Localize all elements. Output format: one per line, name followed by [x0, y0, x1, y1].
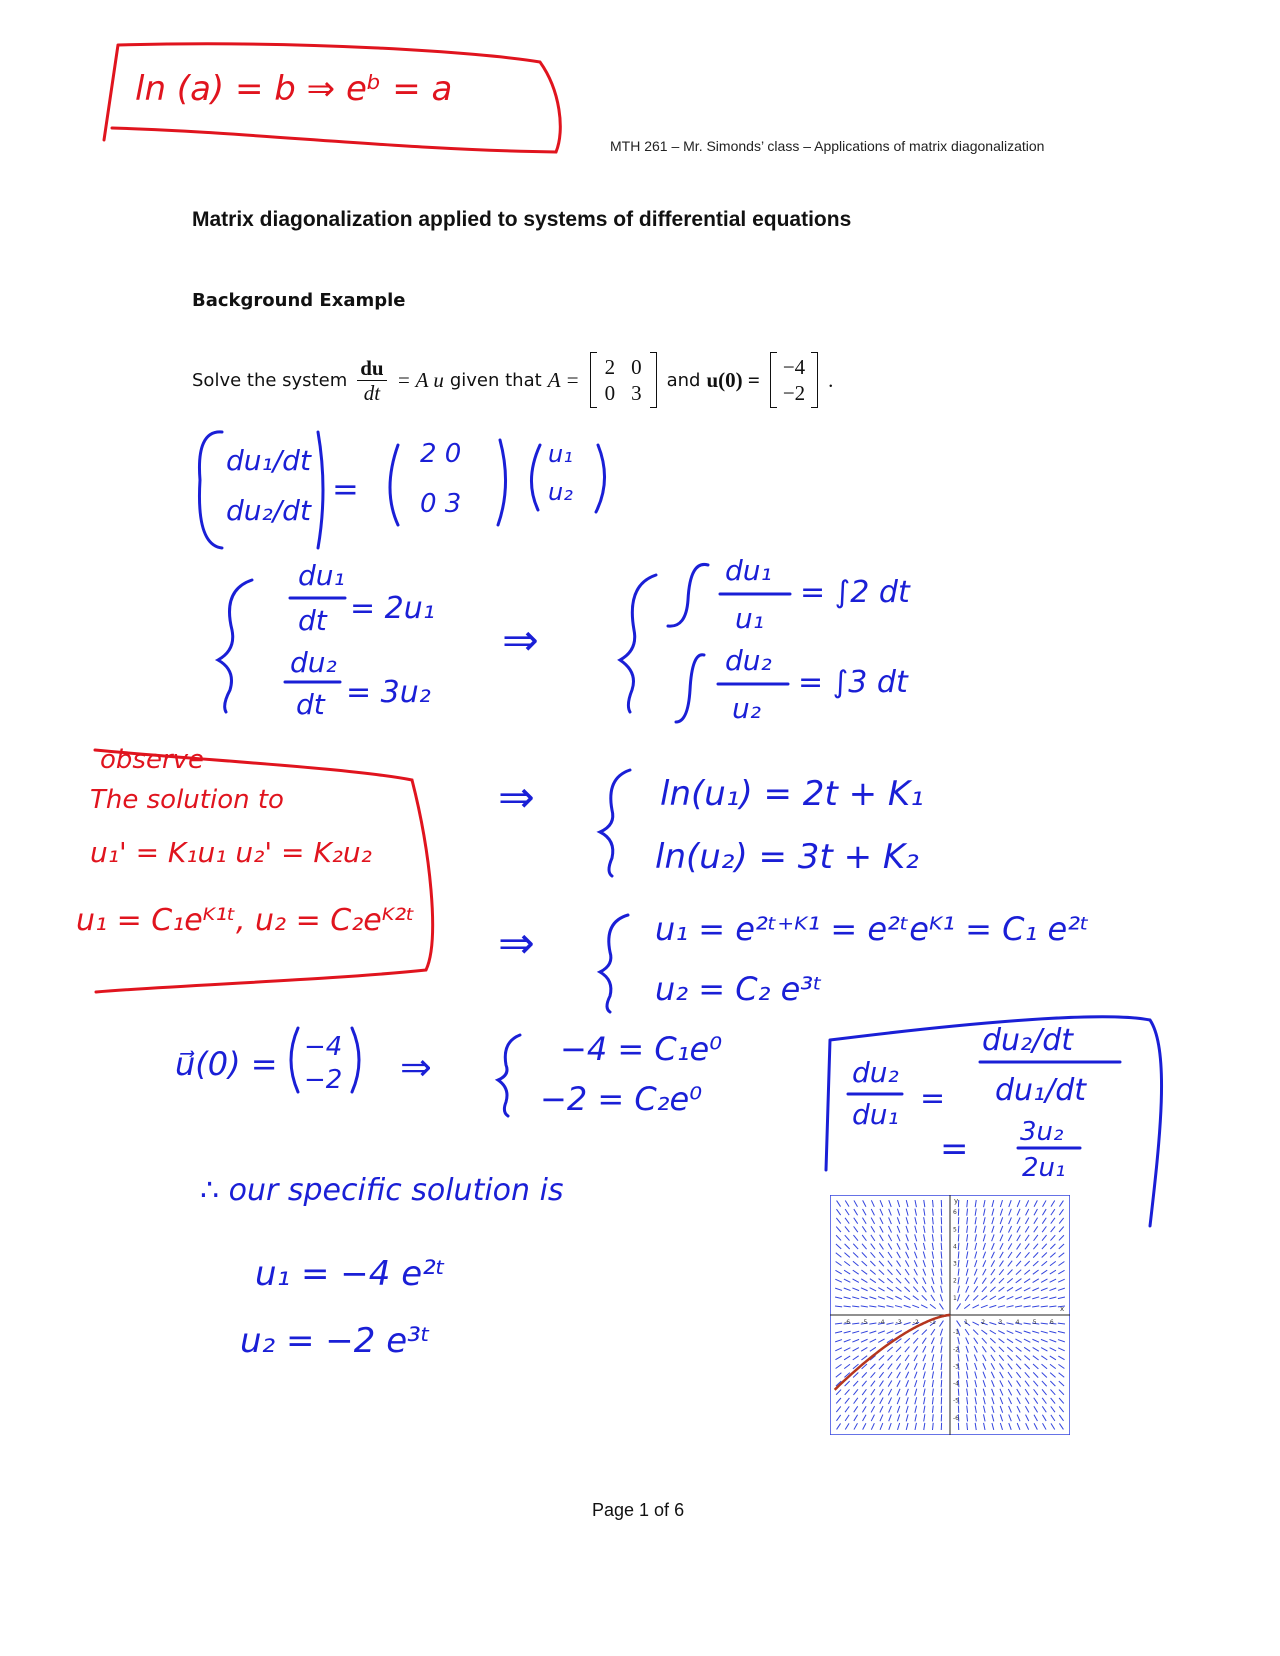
observe-line3: u₁' = K₁u₁ u₂' = K₂u₂	[90, 836, 372, 869]
slope-equals-1: =	[920, 1081, 946, 1116]
matrix-eq-a-row2: 0 3	[420, 489, 462, 519]
init-line2: −2 = C₂e⁰	[540, 1080, 703, 1118]
paren-init-right	[352, 1028, 359, 1092]
matrix-a-cell: 3	[631, 381, 642, 405]
sys1-line2-den: dt	[296, 688, 325, 721]
matrix-eq-lhs-2: du₂/dt	[226, 494, 311, 527]
slope-lhs-den: du₁	[852, 1098, 899, 1131]
brace-init	[498, 1035, 520, 1116]
x-tick-label: 5	[1032, 1319, 1037, 1326]
field-arrow	[941, 1380, 942, 1387]
brace-exp	[600, 915, 628, 1012]
period: .	[828, 367, 834, 392]
solution-u1: u₁ = −4 e²ᵗ	[255, 1254, 446, 1294]
int2-num: du₂	[725, 644, 772, 677]
matrix-eq-lhs-1: du₁/dt	[226, 444, 311, 477]
slope-field-plot	[830, 1195, 1070, 1435]
ln-line1: ln(u₁) = 2t + K₁	[660, 774, 924, 814]
observe-line1: observe	[100, 745, 205, 775]
x-tick-label: 6	[1049, 1319, 1054, 1326]
int1-rhs: = ∫2 dt	[800, 575, 910, 610]
int1-den: u₁	[735, 602, 764, 635]
int2-den: u₂	[732, 692, 761, 725]
observe-line4: u₁ = C₁eᴷ¹ᵗ, u₂ = C₂eᴷ²ᵗ	[76, 903, 415, 938]
u0-label: u(0) =	[706, 367, 760, 392]
y-tick-label: -5	[953, 1397, 959, 1405]
y-tick-label: 4	[953, 1243, 957, 1251]
y-tick-label: -2	[953, 1346, 959, 1354]
vector-u0-cell: −2	[782, 381, 806, 405]
x-tick-label: -4	[878, 1319, 885, 1326]
y-tick-label: 6	[953, 1209, 957, 1217]
x-tick-label: -2	[912, 1319, 919, 1326]
paren-u-right	[596, 445, 605, 512]
and-word: and	[666, 369, 701, 391]
int2-rhs: = ∫3 dt	[798, 665, 908, 700]
given-that: given that	[449, 369, 542, 391]
init-line1: −4 = C₁e⁰	[560, 1030, 723, 1068]
implies-arrow-1: ⇒	[502, 615, 539, 666]
y-tick-label: 1	[953, 1294, 957, 1302]
y-tick-label: -3	[953, 1363, 959, 1371]
integral-sign-2	[676, 655, 704, 722]
implies-arrow-4: ⇒	[400, 1045, 432, 1089]
brace-system1	[218, 580, 252, 712]
du-numerator: du	[357, 356, 386, 381]
paren-left	[199, 432, 222, 548]
matrix-a-cell: 0	[631, 355, 642, 379]
section-subtitle: Background Example	[192, 290, 406, 311]
init-vec-2: −2	[304, 1065, 343, 1095]
slope-rhs-den: 2u₁	[1022, 1153, 1066, 1183]
top-note: ln (a) = b ⇒ eᵇ = a	[135, 69, 453, 109]
slope-mid-num: du₂/dt	[982, 1023, 1073, 1058]
rhs-au: = A u	[396, 367, 444, 392]
exp-line2: u₂ = C₂ e³ᵗ	[655, 970, 823, 1008]
sys1-line1-den: dt	[298, 604, 327, 637]
matrix-eq-u2: u₂	[548, 478, 573, 506]
page-title: Matrix diagonalization applied to systems of differential equations	[192, 208, 852, 231]
int1-num: du₁	[725, 554, 772, 587]
brace-integrals	[620, 575, 656, 712]
field-arrow	[958, 1234, 959, 1241]
dt-denominator: dt	[363, 380, 381, 405]
sys1-line2-num: du₂	[290, 646, 337, 679]
slope-mid-den: du₁/dt	[995, 1073, 1086, 1108]
therefore-line: ∴ our specific solution is	[200, 1173, 564, 1208]
matrix-eq-equals: =	[332, 470, 359, 508]
sys1-line1-rhs: = 2u₁	[350, 591, 435, 626]
implies-arrow-2: ⇒	[498, 772, 535, 823]
init-lhs: u⃗(0) =	[175, 1045, 278, 1083]
paren-right	[318, 432, 323, 548]
slope-equals-2: =	[940, 1129, 969, 1169]
y-tick-label: -6	[953, 1414, 959, 1422]
y-axis-label: y	[954, 1197, 959, 1205]
field-arrow	[941, 1251, 942, 1258]
x-tick-label: -6	[844, 1319, 851, 1326]
observe-line2: The solution to	[90, 785, 284, 815]
init-vec-1: −4	[304, 1032, 343, 1062]
exp-line1: u₁ = e²ᵗ⁺ᴷ¹ = e²ᵗeᴷ¹ = C₁ e²ᵗ	[655, 910, 1090, 948]
sys1-line1-num: du₁	[298, 559, 345, 592]
bracket-a-right	[498, 440, 506, 525]
x-tick-label: 4	[1015, 1319, 1020, 1326]
slope-rhs-num: 3u₂	[1020, 1117, 1064, 1147]
matrix-a-cell: 0	[604, 381, 616, 405]
implies-arrow-3: ⇒	[498, 918, 535, 969]
brace-ln	[600, 770, 630, 876]
integral-sign-1	[668, 564, 708, 626]
slope-lhs-num: du₂	[852, 1056, 899, 1089]
field-arrow	[958, 1371, 959, 1378]
matrix-a-cell: 2	[604, 355, 616, 379]
problem-lead: Solve the system	[192, 369, 348, 391]
paren-u-left	[531, 445, 540, 510]
solution-u2: u₂ = −2 e³ᵗ	[240, 1321, 431, 1361]
y-tick-label: -1	[953, 1329, 959, 1337]
field-arrow	[958, 1243, 959, 1250]
field-arrow	[941, 1371, 942, 1378]
matrix-eq-a-row1: 2 0	[420, 439, 462, 469]
matrix-a-label: A =	[547, 367, 580, 392]
sys1-line2-rhs: = 3u₂	[346, 675, 431, 710]
x-tick-label: 3	[998, 1319, 1003, 1326]
bracket-a-left	[390, 445, 398, 525]
x-tick-label: -1	[929, 1319, 936, 1326]
y-tick-label: 3	[953, 1260, 957, 1268]
vector-u0-cell: −4	[782, 355, 806, 379]
y-tick-label: -4	[953, 1380, 959, 1388]
course-header: MTH 261 – Mr. Simonds’ class – Applications of matrix diagonalization	[610, 138, 1045, 154]
field-arrow	[958, 1251, 959, 1258]
field-arrow	[958, 1389, 959, 1396]
x-axis-label: x	[1060, 1305, 1065, 1313]
field-arrow	[941, 1243, 942, 1250]
ln-line2: ln(u₂) = 3t + K₂	[655, 837, 919, 877]
field-arrow	[941, 1389, 942, 1396]
field-arrow	[941, 1234, 942, 1241]
page-number: Page 1 of 6	[592, 1500, 685, 1520]
matrix-eq-u1: u₁	[548, 440, 573, 468]
y-tick-label: 5	[953, 1226, 957, 1234]
paren-init-left	[291, 1028, 298, 1092]
x-tick-label: 2	[981, 1319, 986, 1326]
x-tick-label: 1	[964, 1319, 968, 1326]
x-tick-label: -5	[861, 1319, 868, 1326]
y-tick-label: 2	[953, 1277, 957, 1285]
x-tick-label: -3	[895, 1319, 902, 1326]
